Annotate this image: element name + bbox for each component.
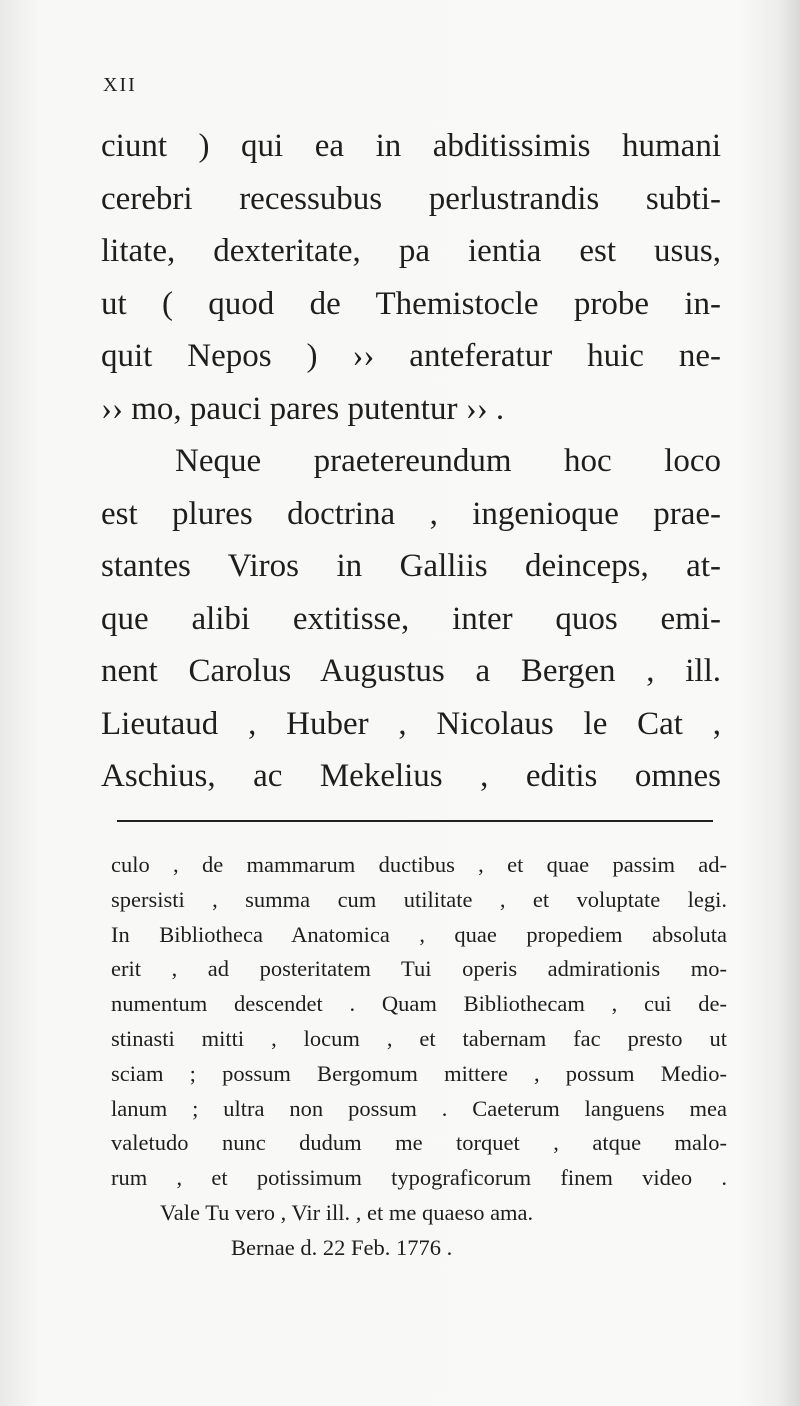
footnote-line: culo , de mammarum ductibus , et quae passim ad- <box>111 852 727 877</box>
main-text-line: Lieutaud , Huber , Nicolaus le Cat , <box>101 705 721 742</box>
main-text-line: litate, dexteritate, pa ientia est usus, <box>101 233 721 269</box>
footnote-line: valetudo nunc dudum me torquet , atque malo- <box>111 1130 727 1156</box>
main-text-line: est plures doctrina , ingenioque prae- <box>101 495 721 532</box>
footnote-line: stinasti mitti , locum , et tabernam fac presto ut <box>111 1025 727 1051</box>
main-text-block <box>101 120 721 803</box>
main-text-line: ciunt ) qui ea in abditissimis humani <box>101 128 721 164</box>
footnote-line: spersisti , summa cum utilitate , et voluptate legi. <box>111 886 727 912</box>
page-number: XII <box>103 74 137 96</box>
footnote-date-line: Bernae d. 22 Feb. 1776 . <box>231 1234 453 1260</box>
footnote-closing-line: Vale Tu vero , Vir ill. , et me quaeso ama. <box>160 1199 534 1225</box>
main-text-line: ›› mo, pauci pares putentur ›› . <box>101 390 505 427</box>
main-text-line: ut ( quod de Themistocle probe in- <box>101 285 721 322</box>
footnote-line: In Bibliotheca Anatomica , quae propediem absoluta <box>111 921 727 947</box>
footnote-block <box>111 848 727 1266</box>
footnote-divider <box>117 820 713 822</box>
main-text-line: quit Nepos ) ›› anteferatur huic ne- <box>101 338 721 374</box>
main-text-line: Aschius, ac Mekelius , editis omnes <box>101 758 721 794</box>
footnote-line: lanum ; ultra non possum . Caeterum languens mea <box>111 1095 727 1121</box>
footnote-line: rum , et potissimum typograficorum finem video . <box>111 1165 727 1191</box>
footnote-line: erit , ad posteritatem Tui operis admirationis mo- <box>111 956 727 982</box>
footnote-line: numentum descendet . Quam Bibliothecam , cui de- <box>111 991 727 1017</box>
main-text-line: nent Carolus Augustus a Bergen , ill. <box>101 653 721 689</box>
main-text-line: cerebri recessubus perlustrandis subti- <box>101 180 721 217</box>
main-text-line: stantes Viros in Galliis deinceps, at- <box>101 548 721 584</box>
paragraph-start-line: Neque praetereundum hoc loco <box>175 443 721 479</box>
main-text-line: que alibi extitisse, inter quos emi- <box>101 600 721 637</box>
footnote-line: sciam ; possum Bergomum mittere , possum Medio- <box>111 1060 727 1086</box>
